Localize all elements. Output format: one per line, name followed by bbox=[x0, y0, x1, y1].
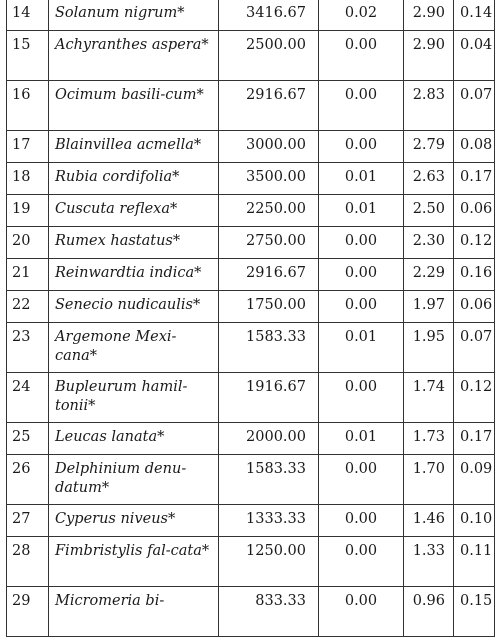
value-col-4: 0.04 bbox=[454, 31, 495, 81]
value-col-3: 2.50 bbox=[404, 195, 454, 227]
value-col-3: 0.96 bbox=[404, 587, 454, 637]
species-name: Reinwardtia indica* bbox=[49, 259, 219, 291]
species-name: Fimbristylis fal-cata* bbox=[49, 537, 219, 587]
table-row bbox=[7, 537, 495, 587]
value-col-3: 2.63 bbox=[404, 163, 454, 195]
value-col-1: 1750.00 bbox=[219, 291, 319, 323]
species-name: Bupleurum hamil-tonii* bbox=[49, 373, 219, 423]
value-col-2: 0.00 bbox=[319, 373, 404, 423]
row-number: 21 bbox=[7, 259, 49, 291]
value-col-3: 2.83 bbox=[404, 81, 454, 131]
value-col-3: 1.95 bbox=[404, 323, 454, 373]
value-col-4: 0.12 bbox=[454, 373, 495, 423]
species-name: Argemone Mexi-cana* bbox=[49, 323, 219, 373]
value-col-1: 2250.00 bbox=[219, 195, 319, 227]
data-table-container bbox=[6, 0, 494, 637]
value-col-1: 833.33 bbox=[219, 587, 319, 637]
value-col-1: 3500.00 bbox=[219, 163, 319, 195]
value-col-2: 0.01 bbox=[319, 195, 404, 227]
value-col-4: 0.06 bbox=[454, 291, 495, 323]
value-col-4: 0.07 bbox=[454, 323, 495, 373]
row-number: 28 bbox=[7, 537, 49, 587]
species-data-table bbox=[6, 0, 495, 637]
value-col-3: 1.70 bbox=[404, 455, 454, 505]
row-number: 16 bbox=[7, 81, 49, 131]
table-row bbox=[7, 31, 495, 81]
table-row bbox=[7, 291, 495, 323]
row-number: 15 bbox=[7, 31, 49, 81]
table-row bbox=[7, 587, 495, 637]
row-number: 14 bbox=[7, 0, 49, 31]
value-col-3: 1.97 bbox=[404, 291, 454, 323]
value-col-2: 0.00 bbox=[319, 455, 404, 505]
value-col-3: 2.90 bbox=[404, 31, 454, 81]
row-number: 27 bbox=[7, 505, 49, 537]
value-col-1: 1916.67 bbox=[219, 373, 319, 423]
table-row bbox=[7, 455, 495, 505]
value-col-3: 2.30 bbox=[404, 227, 454, 259]
species-name: Delphinium denu-datum* bbox=[49, 455, 219, 505]
value-col-1: 2750.00 bbox=[219, 227, 319, 259]
value-col-1: 2000.00 bbox=[219, 423, 319, 455]
value-col-3: 2.29 bbox=[404, 259, 454, 291]
value-col-2: 0.00 bbox=[319, 131, 404, 163]
species-name: Blainvillea acmella* bbox=[49, 131, 219, 163]
value-col-1: 2916.67 bbox=[219, 81, 319, 131]
value-col-3: 1.33 bbox=[404, 537, 454, 587]
table-row bbox=[7, 0, 495, 31]
value-col-4: 0.06 bbox=[454, 195, 495, 227]
table-row bbox=[7, 323, 495, 373]
table-row bbox=[7, 163, 495, 195]
value-col-4: 0.07 bbox=[454, 81, 495, 131]
value-col-4: 0.17 bbox=[454, 163, 495, 195]
row-number: 18 bbox=[7, 163, 49, 195]
value-col-2: 0.00 bbox=[319, 227, 404, 259]
species-name: Achyranthes aspera* bbox=[49, 31, 219, 81]
value-col-2: 0.02 bbox=[319, 0, 404, 31]
value-col-4: 0.12 bbox=[454, 227, 495, 259]
species-name: Ocimum basili-cum* bbox=[49, 81, 219, 131]
value-col-4: 0.08 bbox=[454, 131, 495, 163]
table-row bbox=[7, 423, 495, 455]
species-name: Leucas lanata* bbox=[49, 423, 219, 455]
value-col-4: 0.15 bbox=[454, 587, 495, 637]
table-row bbox=[7, 227, 495, 259]
value-col-2: 0.00 bbox=[319, 31, 404, 81]
value-col-1: 1583.33 bbox=[219, 455, 319, 505]
table-row bbox=[7, 505, 495, 537]
value-col-3: 1.73 bbox=[404, 423, 454, 455]
row-number: 29 bbox=[7, 587, 49, 637]
species-name: Solanum nigrum* bbox=[49, 0, 219, 31]
value-col-2: 0.00 bbox=[319, 587, 404, 637]
value-col-2: 0.01 bbox=[319, 323, 404, 373]
value-col-3: 2.79 bbox=[404, 131, 454, 163]
table-row bbox=[7, 259, 495, 291]
value-col-2: 0.00 bbox=[319, 505, 404, 537]
value-col-4: 0.14 bbox=[454, 0, 495, 31]
species-name: Cyperus niveus* bbox=[49, 505, 219, 537]
value-col-1: 3416.67 bbox=[219, 0, 319, 31]
value-col-1: 2500.00 bbox=[219, 31, 319, 81]
row-number: 17 bbox=[7, 131, 49, 163]
row-number: 25 bbox=[7, 423, 49, 455]
value-col-2: 0.00 bbox=[319, 81, 404, 131]
value-col-3: 1.46 bbox=[404, 505, 454, 537]
row-number: 23 bbox=[7, 323, 49, 373]
value-col-4: 0.16 bbox=[454, 259, 495, 291]
table-row bbox=[7, 131, 495, 163]
table-row bbox=[7, 195, 495, 227]
value-col-4: 0.17 bbox=[454, 423, 495, 455]
value-col-2: 0.00 bbox=[319, 537, 404, 587]
species-name: Senecio nudicaulis* bbox=[49, 291, 219, 323]
table-row bbox=[7, 81, 495, 131]
value-col-1: 3000.00 bbox=[219, 131, 319, 163]
value-col-4: 0.10 bbox=[454, 505, 495, 537]
species-name: Rumex hastatus* bbox=[49, 227, 219, 259]
value-col-2: 0.01 bbox=[319, 163, 404, 195]
value-col-1: 1333.33 bbox=[219, 505, 319, 537]
row-number: 22 bbox=[7, 291, 49, 323]
row-number: 20 bbox=[7, 227, 49, 259]
value-col-2: 0.00 bbox=[319, 259, 404, 291]
row-number: 26 bbox=[7, 455, 49, 505]
value-col-1: 2916.67 bbox=[219, 259, 319, 291]
species-name: Cuscuta reflexa* bbox=[49, 195, 219, 227]
value-col-1: 1250.00 bbox=[219, 537, 319, 587]
value-col-3: 2.90 bbox=[404, 0, 454, 31]
value-col-1: 1583.33 bbox=[219, 323, 319, 373]
species-name: Rubia cordifolia* bbox=[49, 163, 219, 195]
table-row bbox=[7, 373, 495, 423]
value-col-3: 1.74 bbox=[404, 373, 454, 423]
value-col-2: 0.01 bbox=[319, 423, 404, 455]
species-name: Micromeria bi- bbox=[49, 587, 219, 637]
value-col-4: 0.09 bbox=[454, 455, 495, 505]
row-number: 24 bbox=[7, 373, 49, 423]
row-number: 19 bbox=[7, 195, 49, 227]
value-col-2: 0.00 bbox=[319, 291, 404, 323]
value-col-4: 0.11 bbox=[454, 537, 495, 587]
